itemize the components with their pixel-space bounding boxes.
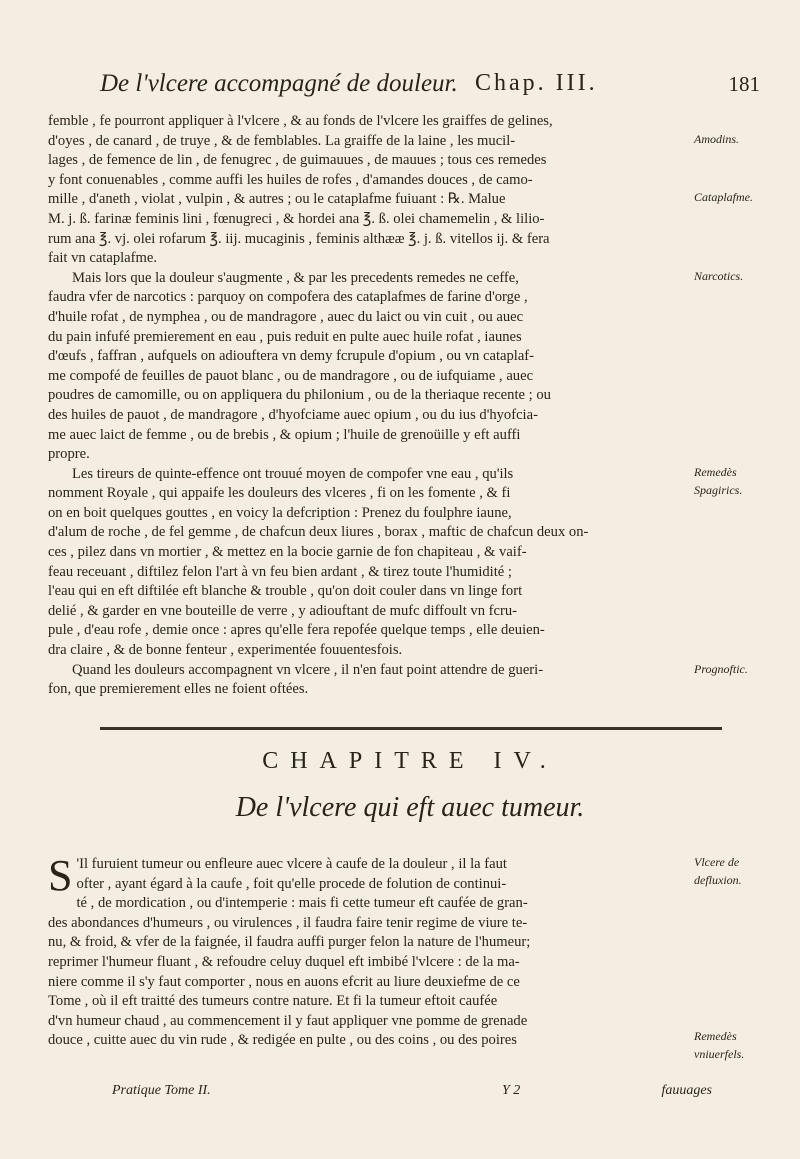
catchword: fauuages <box>661 1083 712 1098</box>
text-line: Les tireurs de quinte-effence ont trouué moyen de compofer vne eau , qu'ils <box>72 465 514 482</box>
text-line: d'vn humeur chaud , au commencement il y faut appliquer vne pomme de grenade <box>48 1012 528 1029</box>
section-divider <box>100 727 722 730</box>
section-text-1 <box>48 112 688 700</box>
text-line: fon, que premierement elles ne foient oftées. <box>48 681 309 698</box>
text-line: pule , d'eau rofe , demie once : apres qu'elle fera repofée quelque temps , elle deuien- <box>48 622 545 639</box>
text-line: ofter , ayant égard à la caufe , foit qu'elle procede de folution de continui- <box>76 875 507 892</box>
margin-note-spagirics: Spagirics. <box>694 483 743 497</box>
page-footer <box>112 1083 712 1105</box>
signature-mark: Y 2 <box>502 1083 521 1098</box>
text-line: mille , d'aneth , violat , vulpin , & autres ; ou le cataplafme fuiuant : ℞. Malue <box>48 191 506 208</box>
text-line: on en boit quelques gouttes , en voicy la defcription : Prenez du foulphre iaune, <box>48 504 512 521</box>
text-line: fait vn cataplafme. <box>48 250 157 267</box>
text-line: y font conuenables , comme auffi les huiles de rofes , d'amandes douces , de camo- <box>48 171 533 188</box>
margin-note-narcotics: Narcotics. <box>694 269 744 283</box>
text-line: té , de mordication , ou d'intemperie : mais fi cette tumeur eft caufée de gran- <box>76 895 528 912</box>
chapter-number: Chap. III. <box>475 70 598 96</box>
page-header <box>60 70 760 104</box>
text-line: delié , & garder en vne bouteille de verre , y adiouftant de mufc diffoult vn fcru- <box>48 602 517 619</box>
text-line: Mais lors que la douleur s'augmente , & par les precedents remedes ne ceffe, <box>72 269 519 286</box>
text-line: feau receuant , diftilez felon l'art à vn feu bien ardant , & tirez toute l'humidité ; <box>48 563 512 580</box>
chapter-heading: CHAPITRE IV. <box>262 748 558 774</box>
chapter-title: De l'vlcere qui eft auec tumeur. <box>235 792 585 823</box>
text-line: poudres de camomille, ou on appliquera du philonium , ou de la theriaque recente ; ou <box>48 387 551 404</box>
text-line: femble , fe pourront appliquer à l'vlcere , & au fonds de l'vlcere les graiffes de gelines, <box>48 113 553 129</box>
footer-volume: Pratique Tome II. <box>112 1083 211 1098</box>
text-line: M. j. ß. farinæ feminis lini , fœnugreci , & hordei ana ℥. ß. olei chamemelin , & lilio- <box>48 210 545 227</box>
section-text-2 <box>48 851 688 1051</box>
text-line: nu, & froid, & vfer de la faignée, il faudra auffi purger felon la nature de l'humeur; <box>48 934 531 951</box>
running-title: De l'vlcere accompagné de douleur. <box>100 70 458 97</box>
text-line: Tome , où il eft traitté des tumeurs contre nature. Et fi la tumeur eftoit caufée <box>48 993 498 1010</box>
text-line: d'huile rofat , de nymphea , ou de mandragore , auec du laict ou vin cuit , ou auec <box>48 308 524 325</box>
text-line: douce , cuitte auec du vin rude , & redigée en pulte , ou des coins , ou des poires <box>48 1032 517 1049</box>
text-line: l'eau qui en eft diftilée eft blanche & trouble , qu'on doit couler dans vn linge fort <box>48 583 523 600</box>
text-line: lages , de femence de lin , de fenugrec , de guimauues , de mauues ; tous ces remedes <box>48 152 547 169</box>
margin-note-cataplasme: Cataplafme. <box>694 190 753 204</box>
text-line: niere comme il s'y faut comporter , nous en auons efcrit au liure deuxiefme de ce <box>48 973 520 990</box>
text-line: faudra vfer de narcotics : parquoy on compofera des cataplafmes de farine d'orge , <box>48 289 528 306</box>
text-line: propre. <box>48 446 90 463</box>
text-line: des abondances d'humeurs , ou virulences , il faudra faire tenir regime de viure te- <box>48 914 528 931</box>
text-line: d'oyes , de canard , de truye , & de femblables. La graiffe de la laine , les mucil- <box>48 132 516 149</box>
margin-note-vlcere-de: Vlcere de <box>694 855 740 869</box>
text-line: du pain infufé premierement en eau , puis reduit en pulte auec huile rofat , iaunes <box>48 328 522 345</box>
page-number: 181 <box>728 72 760 96</box>
margin-note-remedes: Remedès <box>694 465 737 479</box>
margin-note-amodins: Amodins. <box>694 132 739 146</box>
text-line: d'œufs , faffran , aufquels on adiouftera vn demy fcrupule d'opium , ou vn cataplaf- <box>48 348 535 365</box>
margin-note-vniuersels: vniuerfels. <box>694 1047 745 1061</box>
margin-note-remedes-2: Remedès <box>694 1029 737 1043</box>
text-line: dra claire , & de bonne fenteur , experimentée fouuentesfois. <box>48 642 403 659</box>
text-line: des huiles de pauot , de mandragore , d'hyofciame auec opium , ou du ius d'hyofcia- <box>48 406 538 423</box>
text-line: nomment Royale , qui appaife les douleurs des vlceres , fi on les fomente , & fi <box>48 485 511 502</box>
text-line: rum ana ℥. vj. olei rofarum ℥. iij. mucaginis , feminis althææ ℥. j. ß. vitellos ij. & fera <box>48 230 550 247</box>
text-line: reprimer l'humeur fluant , & refoudre celuy duquel eft imbibé l'vlcere : de la ma- <box>48 953 520 970</box>
text-line: ces , pilez dans vn mortier , & mettez en la bocie garnie de fon chapiteau , & vaif- <box>48 544 527 561</box>
drop-cap: S <box>48 851 73 900</box>
text-line: 'Il furuient tumeur ou enfleure auec vlcere à caufe de la douleur , il la faut <box>76 856 507 872</box>
margin-note-defluxion: defluxion. <box>694 873 742 887</box>
text-line: d'alum de roche , de fel gemme , de chafcun deux liures , borax , maftic de chafcun deux on- <box>48 524 589 541</box>
margin-note-prognostic: Prognoftic. <box>694 662 748 676</box>
text-line: Quand les douleurs accompagnent vn vlcere , il n'en faut point attendre de gueri- <box>72 661 544 678</box>
text-line: me auec laict de femme , ou de brebis , & opium ; l'huile de grenoüille y eft auffi <box>48 426 521 443</box>
text-line: me compofé de feuilles de pauot blanc , ou de mandragore , ou de iufquiame , auec <box>48 367 534 384</box>
